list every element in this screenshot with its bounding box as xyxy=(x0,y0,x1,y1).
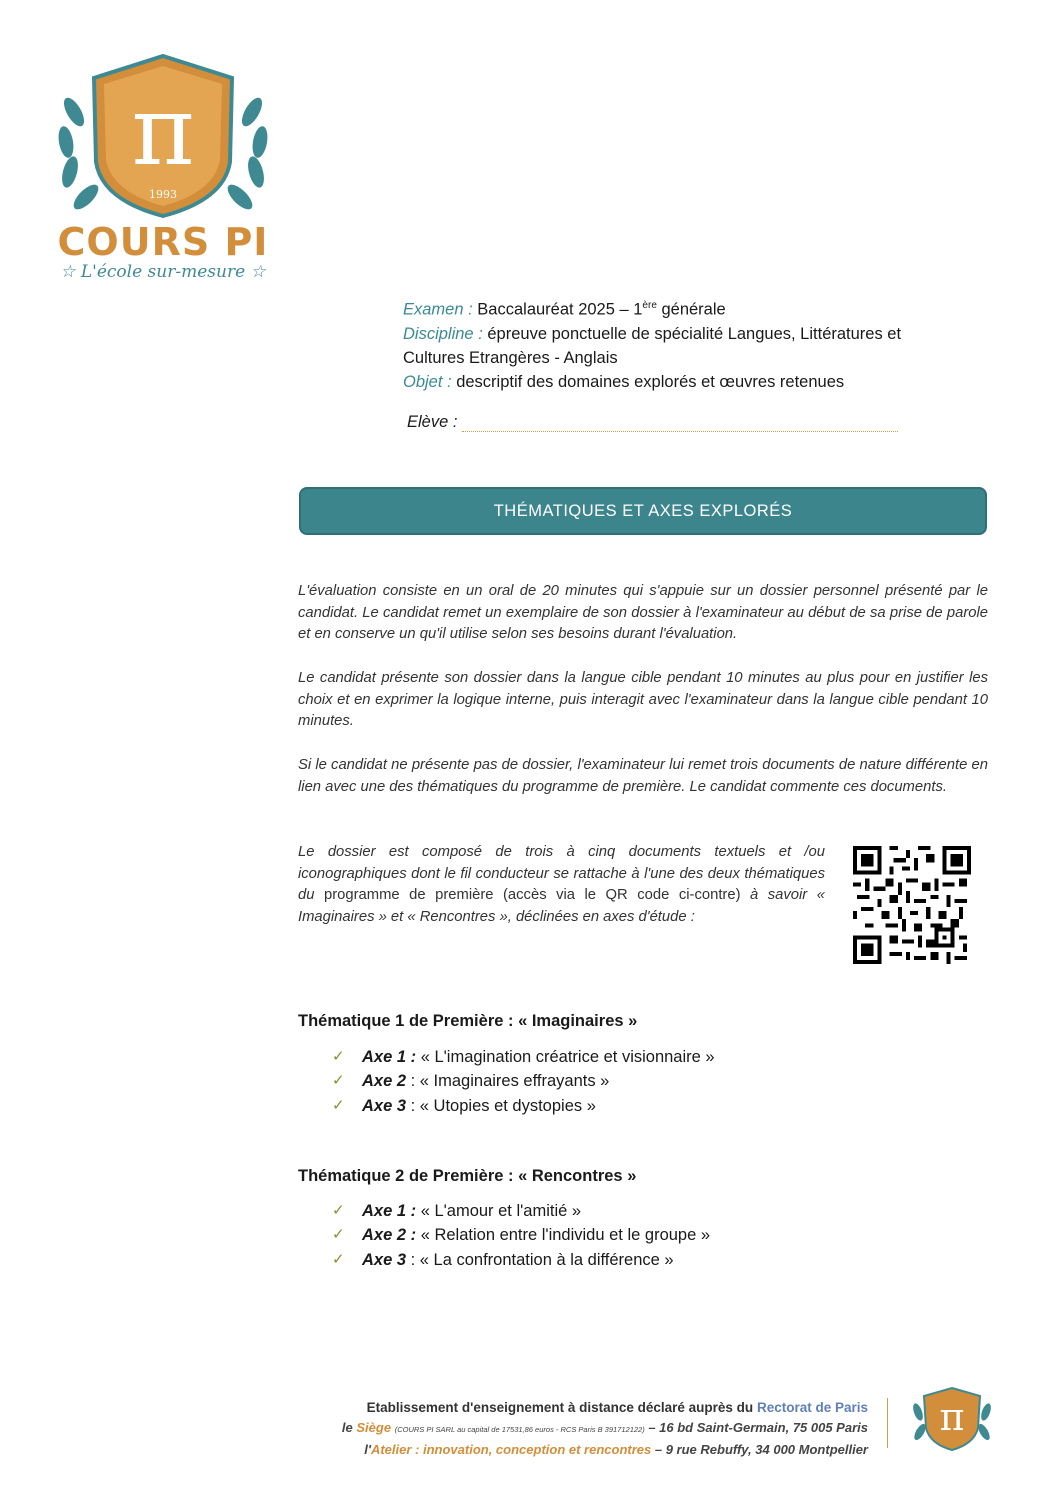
axe-label: Axe 2 xyxy=(362,1072,407,1091)
discipline-line xyxy=(403,322,963,370)
list-item xyxy=(332,1069,715,1093)
footer-line-2 xyxy=(240,1418,868,1440)
student-name-field[interactable] xyxy=(462,431,898,432)
axe-label: Axe 2 : xyxy=(362,1226,417,1245)
axe-label: Axe 3 xyxy=(362,1096,407,1115)
check-icon: ✓ xyxy=(332,1226,345,1244)
exam-label: Examen : xyxy=(403,300,473,319)
footer-atelier: Atelier : xyxy=(370,1442,420,1457)
footer-line-1 xyxy=(240,1398,868,1418)
theme-2-title: Thématique 2 de Première : « Rencontres » xyxy=(298,1167,637,1185)
exam-suffix: générale xyxy=(661,300,726,319)
footer-rectorat: Rectorat de Paris xyxy=(756,1400,868,1415)
programme-link[interactable]: programme de première (accès via le QR code ci-contre) xyxy=(323,887,741,904)
axe-label: Axe 3 xyxy=(362,1250,407,1269)
paragraph-evaluation: L'évaluation consiste en un oral de 20 minutes qui s'appuie sur un dossier personnel présenté par le candidat. Le candidat remet un exemplaire de son dossier à l'examinateur au début de sa prise de parole et en conserve un qu'il utilise selon ses besoins durant l'évaluation. xyxy=(298,583,988,643)
object-label: Objet : xyxy=(403,372,452,391)
exam-value: Baccalauréat 2025 – 1 xyxy=(477,300,643,319)
logo-year: 1993 xyxy=(149,188,177,201)
check-icon: ✓ xyxy=(332,1048,345,1065)
axe-text: « L'amour et l'amitié » xyxy=(416,1202,582,1220)
exam-sup: ère xyxy=(642,300,657,311)
pi-symbol: π xyxy=(131,75,195,187)
laurel-shield-icon xyxy=(52,52,274,222)
paragraph-presentation: Le candidat présente son dossier dans la langue cible pendant 10 minutes au plus pour en justifier les choix et en exprimer la logique interne, puis interagit avec l'examinateur dans la langue cible pendant 10 minutes. xyxy=(298,670,988,730)
qr-code-icon[interactable] xyxy=(853,846,971,964)
footer xyxy=(240,1398,868,1460)
paragraph-no-dossier: Si le candidat ne présente pas de dossier, l'examinateur lui remet trois documents de nature différente en lien avec une des thématiques du programme de première. Le candidat commente ces documents. xyxy=(298,757,988,795)
theme-2-axes xyxy=(332,1199,710,1272)
axe-sep: : xyxy=(406,1096,416,1115)
cours-pi-logo xyxy=(52,52,274,284)
axe-sep: : xyxy=(406,1072,416,1091)
exam-line xyxy=(403,294,963,322)
check-icon: ✓ xyxy=(332,1202,345,1219)
theme-1-title: Thématique 1 de Première : « Imaginaires » xyxy=(298,1012,638,1030)
list-item xyxy=(332,1199,710,1223)
discipline-value: épreuve ponctuelle de spécialité Langues, Littératures et Cultures Etrangères - Anglais xyxy=(403,324,902,367)
object-value: descriptif des domaines explorés et œuvres retenues xyxy=(456,372,845,391)
footer-le: le xyxy=(341,1420,353,1435)
svg-text:π: π xyxy=(939,1395,965,1439)
check-icon: ✓ xyxy=(332,1096,345,1114)
small-logo-icon xyxy=(906,1384,998,1452)
logo-tagline: ☆ L'école sur-mesure ☆ xyxy=(60,262,266,282)
discipline-label: Discipline : xyxy=(403,324,483,343)
axe-text: « Relation entre l'individu et le groupe » xyxy=(416,1226,711,1245)
footer-establishment: Etablissement d'enseignement à distance déclaré auprès du xyxy=(366,1400,754,1415)
check-icon: ✓ xyxy=(332,1250,345,1268)
list-item xyxy=(332,1223,710,1247)
logo-brand: COURS PI xyxy=(57,220,269,264)
footer-atelier-address: – 9 rue Rebuffy, 34 000 Montpellier xyxy=(654,1442,868,1457)
axe-label: Axe 1 : xyxy=(362,1202,417,1220)
footer-siege: Siège xyxy=(356,1420,392,1435)
axe-text: « L'imagination créatrice et visionnaire » xyxy=(416,1048,715,1066)
footer-line-3 xyxy=(240,1440,868,1460)
axe-label: Axe 1 : xyxy=(362,1048,417,1066)
theme-1-axes xyxy=(332,1045,715,1118)
footer-company-info: (COURS PI SARL au capital de 17531,86 euros - RCS Paris B 391712122) xyxy=(394,1425,645,1434)
exam-info xyxy=(403,294,963,394)
footer-l: l' xyxy=(364,1442,371,1457)
axe-text: « La confrontation à la différence » xyxy=(415,1250,674,1269)
dossier-text-end: à savoir « Imaginaires » et « Rencontres », déclinées en axes d'étude : xyxy=(298,887,825,926)
axe-text: « Imaginaires effrayants » xyxy=(415,1072,610,1091)
list-item xyxy=(332,1248,710,1272)
student-label: Elève : xyxy=(407,413,458,431)
footer-siege-address: – 16 bd Saint-Germain, 75 005 Paris xyxy=(648,1420,868,1435)
footer-divider xyxy=(887,1398,888,1448)
axe-sep: : xyxy=(406,1250,416,1269)
check-icon: ✓ xyxy=(332,1072,345,1090)
axe-text: « Utopies et dystopies » xyxy=(415,1096,596,1115)
dossier-text-start: Le dossier est composé de trois à cinq documents textuels et /ou iconographiques dont le fil conducteur se rattache à l'une des deux thématiques du xyxy=(298,844,825,904)
paragraph-dossier xyxy=(298,842,825,929)
list-item xyxy=(332,1094,715,1118)
object-line xyxy=(403,370,963,394)
list-item xyxy=(332,1045,715,1069)
section-banner: THÉMATIQUES ET AXES EXPLORÉS xyxy=(299,487,987,535)
footer-atelier-desc: innovation, conception et rencontres xyxy=(422,1442,652,1457)
